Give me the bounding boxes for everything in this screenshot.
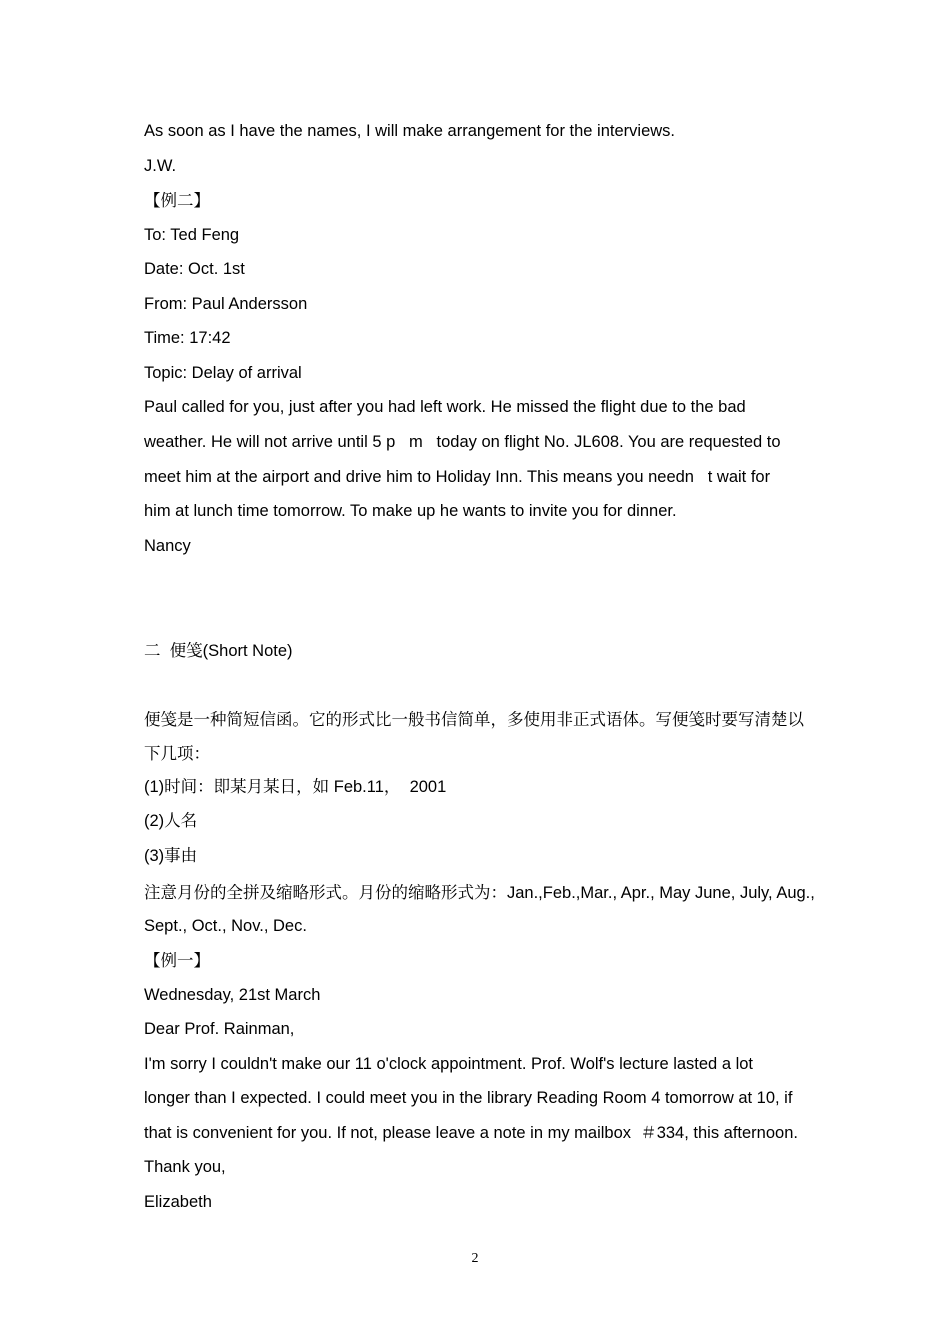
memo-two-signature: Nancy (144, 537, 191, 555)
section-heading: 二 便笺(Short Note) (144, 642, 293, 660)
memo-to-line: To: Ted Feng (144, 226, 240, 244)
note-body-line: longer than I expected. I could meet you in the library Reading Room 4 tomorrow at 10, if (144, 1089, 793, 1107)
memo-from-line: From: Paul Andersson (144, 295, 308, 313)
note-closing: Thank you, (144, 1158, 226, 1176)
page-number: 2 (471, 1251, 479, 1266)
list-item: (3)事由 (144, 847, 198, 865)
intro-line: 便笺是一种简短信函。它的形式比一般书信简单，多使用非正式语体。写便笺时要写清楚以 (144, 711, 804, 729)
list-item: (2)人名 (144, 812, 198, 830)
note-body-line: I'm sorry I couldn't make our 11 o'clock appointment. Prof. Wolf's lecture lasted a lot (144, 1055, 754, 1073)
month-note-line: Sept., Oct., Nov., Dec. (144, 917, 307, 935)
memo-body-line: weather. He will not arrive until 5 p m today on flight No. JL608. You are requested to (144, 433, 781, 451)
memo-date-line: Date: Oct. 1st (144, 260, 245, 278)
example-one-label: 【例一】 (144, 952, 210, 970)
memo-body-line: him at lunch time tomorrow. To make up he wants to invite you for dinner. (144, 502, 677, 520)
memo-time-line: Time: 17:42 (144, 329, 231, 347)
note-date-line: Wednesday, 21st March (144, 986, 321, 1004)
month-note-line: 注意月份的全拼及缩略形式。月份的缩略形式为：Jan.,Feb.,Mar., Apr., May June, July, Aug., (144, 884, 815, 902)
memo-signature: J.W. (144, 157, 177, 175)
list-item: (1)时间：即某月某日，如 Feb.11， 2001 (144, 778, 447, 796)
memo-topic-line: Topic: Delay of arrival (144, 364, 302, 382)
memo-body-line: Paul called for you, just after you had left work. He missed the flight due to the bad (144, 398, 746, 416)
memo-body-line: meet him at the airport and drive him to Holiday Inn. This means you needn t wait for (144, 468, 771, 486)
example-two-label: 【例二】 (144, 192, 210, 210)
memo-closing-sentence: As soon as I have the names, I will make arrangement for the interviews. (144, 122, 675, 140)
intro-line: 下几项： (144, 745, 210, 763)
note-salutation: Dear Prof. Rainman, (144, 1020, 295, 1038)
note-body-line: that is convenient for you. If not, please leave a note in my mailbox ＃334, this afternoon. (144, 1124, 798, 1142)
note-signature: Elizabeth (144, 1193, 212, 1211)
